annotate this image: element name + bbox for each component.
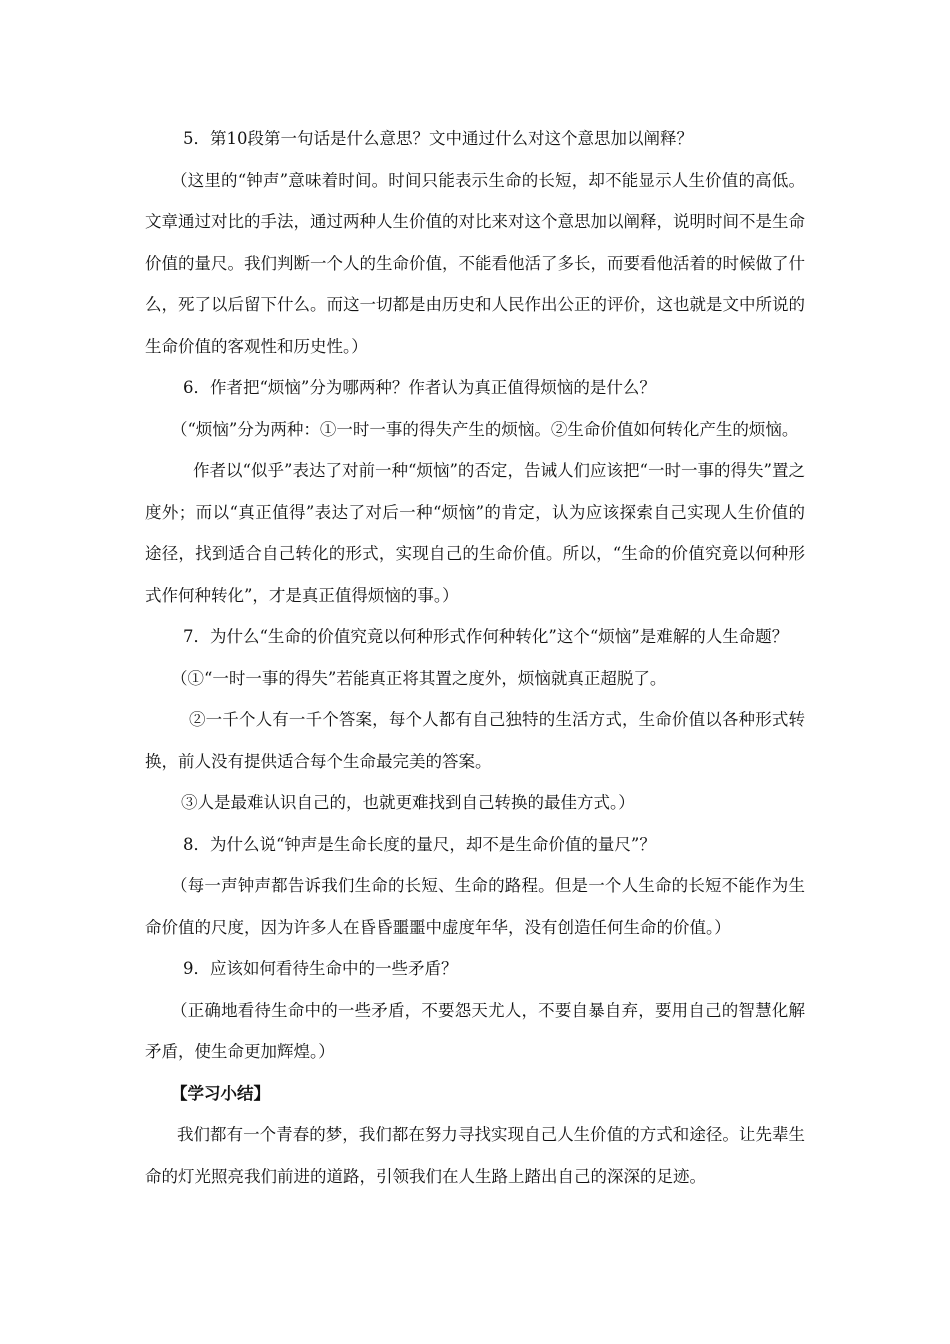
answer-7-part-1: （①“一时一事的得失”若能真正将其置之度外，烦恼就真正超脱了。 xyxy=(171,668,667,688)
answer-6-part-1: （“烦恼”分为两种：①一时一事的得失产生的烦恼。②生命价值如何转化产生的烦恼。 xyxy=(171,419,799,439)
question-5: 5．第10段第一句话是什么意思？文中通过什么对这个意思加以阐释？ xyxy=(183,129,693,148)
answer-6-part-2: 作者以“似乎”表达了对前一种“烦恼”的否定，告诫人们应该把“一时一事的得失”置之度外；而以“真正值得”表达了对后一种“烦恼”的肯定，认为应该探索自己实现人生价值的途径，找到适合自己转化的形式，实现自己的生命价值。所以，“生命的价值究竟以何种形式作何种转化”，才是真正值得烦恼的事。） xyxy=(145,461,805,605)
question-9: 9．应该如何看待生命中的一些矛盾？ xyxy=(183,959,458,978)
question-7: 7．为什么“生命的价值究竟以何种形式作何种转化”这个“烦恼”是难解的人生命题？ xyxy=(183,627,789,646)
question-6: 6．作者把“烦恼”分为哪两种？作者认为真正值得烦恼的是什么？ xyxy=(183,378,656,397)
answer-5: （这里的“钟声”意味着时间。时间只能表示生命的长短，却不能显示人生价值的高低。文章通过对比的手法，通过两种人生价值的对比来对这个意思加以阐释，说明时间不是生命价值的量尺。我们判断一个人的生命价值，不能看他活了多长，而要看他活着的时候做了什么，死了以后留下什么。而这一切都是由历史和人民作出公正的评价，这也就是文中所说的生命价值的客观性和历史性。） xyxy=(145,170,805,356)
summary-text: 我们都有一个青春的梦，我们都在努力寻找实现自己人生价值的方式和途径。让先辈生命的灯光照亮我们前进的道路，引领我们在人生路上踏出自己的深深的足迹。 xyxy=(145,1125,805,1186)
answer-7-part-3: ③人是最难认识自己的，也就更难找到自己转换的最佳方式。） xyxy=(181,793,635,812)
summary-heading: 【学习小结】 xyxy=(171,1083,270,1103)
answer-9: （正确地看待生命中的一些矛盾，不要怨天尤人，不要自暴自弃，要用自己的智慧化解矛盾，使生命更加辉煌。） xyxy=(145,1000,805,1061)
question-8: 8．为什么说“钟声是生命长度的量尺，却不是生命价值的量尺”？ xyxy=(183,834,656,854)
answer-8: （每一声钟声都告诉我们生命的长短、生命的路程。但是一个人生命的长短不能作为生命价值的尺度，因为许多人在昏昏噩噩中虚度年华，没有创造任何生命的价值。） xyxy=(145,876,805,937)
answer-7-part-2: ②一千个人有一千个答案，每个人都有自己独特的生活方式，生命价值以各种形式转换，前人没有提供适合每个生命最完美的答案。 xyxy=(145,710,805,771)
document-body xyxy=(145,118,805,1197)
